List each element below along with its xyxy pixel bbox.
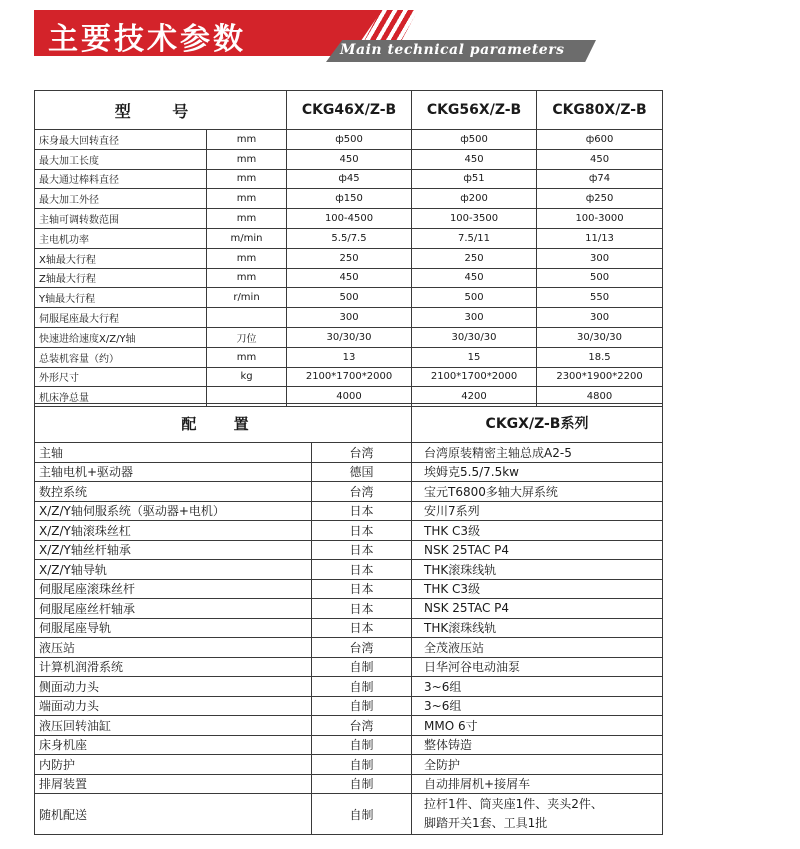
config-origin: 日本 xyxy=(312,501,412,521)
config-item: 内防护 xyxy=(35,755,312,775)
spec-value: 300 xyxy=(287,308,412,328)
spec-value: 100-3500 xyxy=(412,209,537,229)
config-origin: 日本 xyxy=(312,579,412,599)
spec-value: 500 xyxy=(537,268,663,288)
config-row xyxy=(35,755,663,775)
spec-row xyxy=(35,308,663,328)
spec-param: 最大通过棒料直径 xyxy=(35,169,207,189)
config-item: 伺服尾座丝杆轴承 xyxy=(35,599,312,619)
spec-unit: mm xyxy=(207,268,287,288)
config-row xyxy=(35,677,663,697)
spec-value: 11/13 xyxy=(537,228,663,248)
spec-value: ф74 xyxy=(537,169,663,189)
spec-unit: 刀位 xyxy=(207,327,287,347)
config-brand-line: 拉杆1件、筒夹座1件、夹头2件、 xyxy=(424,797,603,811)
spec-value: 300 xyxy=(412,308,537,328)
config-brand: 自动排屑机+接屑车 xyxy=(412,774,663,794)
config-item: 液压站 xyxy=(35,638,312,658)
config-item: 数控系统 xyxy=(35,482,312,502)
spec-value: 450 xyxy=(537,149,663,169)
config-item: 计算机润滑系统 xyxy=(35,657,312,677)
config-series: CKGX/Z-B系列 xyxy=(412,404,663,443)
spec-value: 30/30/30 xyxy=(412,327,537,347)
spec-row xyxy=(35,347,663,367)
spec-unit: kg xyxy=(207,367,287,387)
spec-value: 550 xyxy=(537,288,663,308)
config-row xyxy=(35,638,663,658)
spec-value: 450 xyxy=(287,268,412,288)
config-item: 侧面动力头 xyxy=(35,677,312,697)
config-origin: 台湾 xyxy=(312,443,412,463)
spec-row xyxy=(35,367,663,387)
spec-value: ф500 xyxy=(287,130,412,150)
spec-value: 450 xyxy=(412,268,537,288)
spec-row xyxy=(35,327,663,347)
config-row xyxy=(35,482,663,502)
config-origin: 自制 xyxy=(312,794,412,835)
config-row xyxy=(35,579,663,599)
config-row xyxy=(35,521,663,541)
config-item: 伺服尾座滚珠丝杆 xyxy=(35,579,312,599)
config-origin: 台湾 xyxy=(312,716,412,736)
spec-param: Z轴最大行程 xyxy=(35,268,207,288)
config-brand: 日华河谷电动油泵 xyxy=(412,657,663,677)
config-brand: 宝元T6800多轴大屏系统 xyxy=(412,482,663,502)
config-brand: 整体铸造 xyxy=(412,735,663,755)
spec-unit: mm xyxy=(207,169,287,189)
config-brand: THK滚珠线轨 xyxy=(412,618,663,638)
spec-row xyxy=(35,169,663,189)
config-brand-line: 脚踏开关1套、工具1批 xyxy=(424,816,548,830)
page-title: 主要技术参数 xyxy=(48,22,246,57)
config-title: 配 置 xyxy=(35,404,412,443)
config-brand: 全防护 xyxy=(412,755,663,775)
config-brand xyxy=(412,794,663,835)
spec-unit: m/min xyxy=(207,228,287,248)
spec-param: 伺服尾座最大行程 xyxy=(35,308,207,328)
config-brand: 3~6组 xyxy=(412,696,663,716)
spec-value: 13 xyxy=(287,347,412,367)
spec-row xyxy=(35,268,663,288)
spec-value: 300 xyxy=(537,308,663,328)
config-origin: 自制 xyxy=(312,657,412,677)
config-brand: THK C3级 xyxy=(412,521,663,541)
spec-value: 30/30/30 xyxy=(287,327,412,347)
spec-value: 4200 xyxy=(412,387,537,407)
spec-value: 2100*1700*2000 xyxy=(287,367,412,387)
config-origin: 台湾 xyxy=(312,482,412,502)
config-brand: 3~6组 xyxy=(412,677,663,697)
spec-value: 250 xyxy=(412,248,537,268)
config-row xyxy=(35,657,663,677)
config-item: 端面动力头 xyxy=(35,696,312,716)
spec-row xyxy=(35,288,663,308)
config-origin: 日本 xyxy=(312,599,412,619)
spec-value: 2300*1900*2200 xyxy=(537,367,663,387)
config-item: 床身机座 xyxy=(35,735,312,755)
spec-value: 250 xyxy=(287,248,412,268)
model-name: CKG46X/Z-B xyxy=(287,91,412,130)
spec-unit: r/min xyxy=(207,288,287,308)
spec-value: 500 xyxy=(287,288,412,308)
config-item: 排屑装置 xyxy=(35,774,312,794)
spec-value: 450 xyxy=(412,149,537,169)
spec-row xyxy=(35,209,663,229)
spec-value: ф500 xyxy=(412,130,537,150)
config-brand: THK C3级 xyxy=(412,579,663,599)
spec-row xyxy=(35,189,663,209)
config-row xyxy=(35,560,663,580)
spec-value: 450 xyxy=(287,149,412,169)
spec-value: 18.5 xyxy=(537,347,663,367)
config-brand: 埃姆克5.5/7.5kw xyxy=(412,462,663,482)
spec-value: 15 xyxy=(412,347,537,367)
config-origin: 德国 xyxy=(312,462,412,482)
spec-value: 4000 xyxy=(287,387,412,407)
spec-unit: mm xyxy=(207,347,287,367)
spec-row xyxy=(35,149,663,169)
config-row xyxy=(35,443,663,463)
config-item: 随机配送 xyxy=(35,794,312,835)
config-item: 主轴电机+驱动器 xyxy=(35,462,312,482)
model-name: CKG56X/Z-B xyxy=(412,91,537,130)
spec-param: 最大加工长度 xyxy=(35,149,207,169)
spec-param: 机床净总量 xyxy=(35,387,207,407)
spec-row xyxy=(35,248,663,268)
spec-param: X轴最大行程 xyxy=(35,248,207,268)
spec-unit: mm xyxy=(207,248,287,268)
page-subtitle: Main technical parameters xyxy=(340,42,565,58)
config-row xyxy=(35,794,663,835)
config-row xyxy=(35,540,663,560)
config-header-row xyxy=(35,404,663,443)
model-title: 型 号 xyxy=(35,91,287,130)
config-table xyxy=(34,403,663,835)
config-origin: 自制 xyxy=(312,755,412,775)
config-row xyxy=(35,735,663,755)
config-row xyxy=(35,696,663,716)
config-item: 伺服尾座导轨 xyxy=(35,618,312,638)
config-row xyxy=(35,716,663,736)
spec-value: ф600 xyxy=(537,130,663,150)
spec-header-row xyxy=(35,91,663,130)
spec-row xyxy=(35,228,663,248)
spec-param: 最大加工外径 xyxy=(35,189,207,209)
config-item: X/Z/Y轴丝杆轴承 xyxy=(35,540,312,560)
config-origin: 台湾 xyxy=(312,638,412,658)
config-origin: 日本 xyxy=(312,618,412,638)
spec-value: 2100*1700*2000 xyxy=(412,367,537,387)
spec-value: 100-3000 xyxy=(537,209,663,229)
spec-value: ф250 xyxy=(537,189,663,209)
config-item: X/Z/Y轴导轨 xyxy=(35,560,312,580)
config-origin: 日本 xyxy=(312,521,412,541)
spec-value: ф45 xyxy=(287,169,412,189)
config-row xyxy=(35,462,663,482)
config-origin: 自制 xyxy=(312,696,412,716)
spec-value: 100-4500 xyxy=(287,209,412,229)
config-brand: 全茂液压站 xyxy=(412,638,663,658)
config-row xyxy=(35,618,663,638)
spec-value: ф150 xyxy=(287,189,412,209)
spec-value: 500 xyxy=(412,288,537,308)
config-item: X/Z/Y轴伺服系统（驱动器+电机） xyxy=(35,501,312,521)
spec-unit: mm xyxy=(207,149,287,169)
config-brand: NSK 25TAC P4 xyxy=(412,599,663,619)
spec-value: 4800 xyxy=(537,387,663,407)
spec-param: 总装机容量（约） xyxy=(35,347,207,367)
config-brand: 台湾原装精密主轴总成A2-5 xyxy=(412,443,663,463)
header-banner xyxy=(34,10,594,58)
spec-param: 床身最大回转直径 xyxy=(35,130,207,150)
config-item: 主轴 xyxy=(35,443,312,463)
spec-param: Y轴最大行程 xyxy=(35,288,207,308)
spec-value: 5.5/7.5 xyxy=(287,228,412,248)
spec-unit xyxy=(207,308,287,328)
config-item: X/Z/Y轴滚珠丝杠 xyxy=(35,521,312,541)
config-brand: 安川7系列 xyxy=(412,501,663,521)
config-brand: MMO 6寸 xyxy=(412,716,663,736)
spec-value: 30/30/30 xyxy=(537,327,663,347)
spec-unit: mm xyxy=(207,209,287,229)
spec-param: 主电机功率 xyxy=(35,228,207,248)
spec-value: ф200 xyxy=(412,189,537,209)
spec-param: 快速进给速度X/Z/Y轴 xyxy=(35,327,207,347)
config-origin: 自制 xyxy=(312,677,412,697)
spec-row xyxy=(35,130,663,150)
spec-unit: mm xyxy=(207,189,287,209)
config-origin: 自制 xyxy=(312,735,412,755)
config-origin: 自制 xyxy=(312,774,412,794)
spec-param: 主轴可调转数范围 xyxy=(35,209,207,229)
config-row xyxy=(35,599,663,619)
config-origin: 日本 xyxy=(312,540,412,560)
config-row xyxy=(35,774,663,794)
config-brand: NSK 25TAC P4 xyxy=(412,540,663,560)
config-brand: THK滚珠线轨 xyxy=(412,560,663,580)
config-origin: 日本 xyxy=(312,560,412,580)
spec-value: ф51 xyxy=(412,169,537,189)
spec-param: 外形尺寸 xyxy=(35,367,207,387)
spec-table xyxy=(34,90,663,407)
model-name: CKG80X/Z-B xyxy=(537,91,663,130)
spec-value: 7.5/11 xyxy=(412,228,537,248)
config-item: 液压回转油缸 xyxy=(35,716,312,736)
spec-unit: mm xyxy=(207,130,287,150)
spec-value: 300 xyxy=(537,248,663,268)
config-row xyxy=(35,501,663,521)
